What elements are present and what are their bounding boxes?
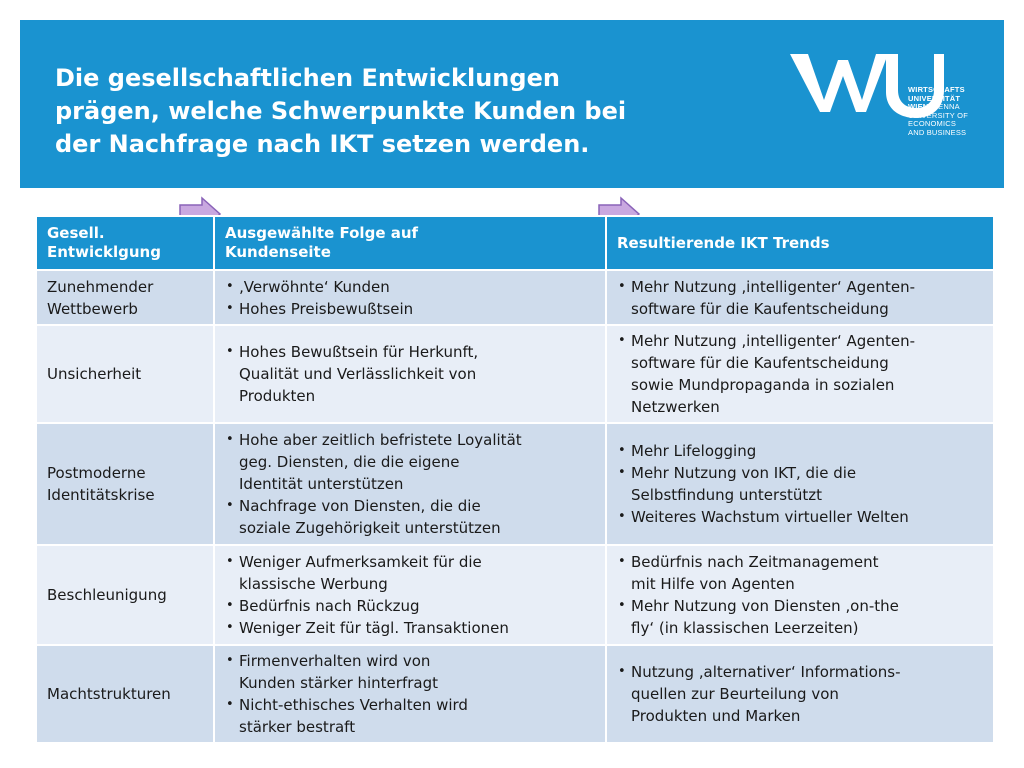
header-line: Resultierende IKT Trends — [617, 233, 830, 252]
table-row — [36, 325, 994, 423]
bullet-list — [225, 276, 597, 320]
logo-line: ECONOMICS — [908, 119, 957, 129]
bullet-text: geg. Diensten, die die eigene — [239, 453, 460, 471]
logo-line: UNIVERSITÄT — [908, 93, 961, 103]
bullet-item — [617, 506, 985, 528]
logo-line: AND BUSINESS — [908, 127, 967, 137]
table-row — [36, 270, 994, 325]
bullet-text: sowie Mundpropaganda in sozialen — [631, 376, 895, 394]
bullet-text: • Bedürfnis nach Rückzug — [239, 597, 420, 615]
bullet-item — [225, 429, 597, 495]
bullet-text: software für die Kaufentscheidung — [631, 299, 889, 318]
logo-wordmark — [908, 86, 968, 138]
development-label: Identitätskrise — [47, 486, 155, 504]
bullet-text: • Mehr Nutzung von Diensten ‚on-the — [631, 597, 899, 615]
development-label: Beschleunigung — [47, 586, 167, 604]
trend-cell — [606, 325, 994, 423]
bullet-item — [617, 595, 985, 639]
bullet-list — [617, 661, 985, 727]
bullet-text: software für die Kaufentscheidung — [631, 354, 889, 372]
table-row — [36, 545, 994, 645]
bullet-text: • Nachfrage von Diensten, die die — [239, 497, 481, 515]
bullet-text: • Mehr Nutzung von IKT, die die — [631, 464, 857, 482]
table-header-row — [36, 216, 994, 270]
trend-cell — [606, 545, 994, 645]
bullet-list — [617, 551, 985, 639]
bullet-text: • Nicht-ethisches Verhalten wird — [239, 696, 468, 714]
bullet-text: Kunden stärker hinterfragt — [239, 674, 438, 692]
header-line: Gesell. — [47, 224, 105, 242]
bullet-item — [225, 495, 597, 539]
development-cell — [36, 545, 214, 645]
bullet-item — [225, 617, 597, 639]
slide-title — [55, 62, 755, 161]
bullet-text: • Mehr Lifelogging — [631, 442, 757, 460]
header-line: Entwicklgung — [47, 243, 161, 261]
consequence-cell — [214, 325, 606, 423]
trends-table — [35, 215, 995, 744]
header-consequence — [214, 216, 606, 270]
development-label: Wettbewerb — [47, 299, 138, 318]
bullet-item — [617, 440, 985, 462]
header-development — [36, 216, 214, 270]
consequence-cell — [214, 423, 606, 545]
bullet-text: klassische Werbung — [239, 575, 388, 593]
bullet-text: mit Hilfe von Agenten — [631, 575, 795, 593]
bullet-list — [617, 330, 985, 418]
bullet-list — [225, 650, 597, 738]
logo-line: WIEN — [908, 102, 929, 112]
logo-line: VIENNA — [930, 102, 960, 112]
consequence-cell — [214, 645, 606, 743]
development-label: Postmoderne — [47, 464, 146, 482]
bullet-text: • Hohe aber zeitlich befristete Loyalität — [239, 431, 522, 449]
bullet-item — [617, 276, 985, 320]
bullet-text: • ‚Verwöhnte‘ Kunden — [239, 277, 390, 296]
bullet-item — [225, 551, 597, 595]
title-line: Die gesellschaftlichen Entwicklungen — [55, 64, 560, 92]
bullet-list — [225, 341, 597, 407]
bullet-item — [225, 694, 597, 738]
bullet-item — [225, 298, 597, 320]
bullet-text: quellen zur Beurteilung von — [631, 685, 839, 703]
development-cell — [36, 325, 214, 423]
bullet-text: • Hohes Preisbewußtsein — [239, 299, 414, 318]
bullet-list — [617, 440, 985, 528]
development-cell — [36, 423, 214, 545]
logo-line: WIRTSCHAFTS — [908, 85, 965, 94]
bullet-list — [617, 276, 985, 320]
bullet-item — [617, 661, 985, 727]
bullet-text: • Nutzung ‚alternativer‘ Informations- — [631, 663, 901, 681]
development-label: Machtstrukturen — [47, 685, 171, 703]
bullet-item — [225, 595, 597, 617]
development-label: Zunehmender — [47, 277, 154, 296]
development-cell — [36, 645, 214, 743]
development-label: Unsicherheit — [47, 365, 142, 383]
bullet-item — [617, 551, 985, 595]
bullet-text: • Weniger Aufmerksamkeit für die — [239, 553, 482, 571]
title-line: der Nachfrage nach IKT setzen werden. — [55, 130, 590, 158]
logo-line: UNIVERSITY OF — [908, 110, 968, 120]
bullet-text: fly‘ (in klassischen Leerzeiten) — [631, 619, 859, 637]
bullet-text: • Hohes Bewußtsein für Herkunft, — [239, 343, 479, 361]
bullet-text: Selbstfindung unterstützt — [631, 486, 823, 504]
table-body — [36, 270, 994, 743]
title-line: prägen, welche Schwerpunkte Kunden bei — [55, 97, 627, 125]
consequence-cell — [214, 270, 606, 325]
bullet-text: Identität unterstützen — [239, 475, 404, 493]
consequence-cell — [214, 545, 606, 645]
header-line: Ausgewählte Folge auf — [225, 224, 419, 242]
header-line: Kundenseite — [225, 243, 331, 261]
trend-cell — [606, 270, 994, 325]
bullet-item — [225, 650, 597, 694]
bullet-item — [225, 341, 597, 407]
trend-cell — [606, 645, 994, 743]
bullet-text: Produkten und Marken — [631, 707, 801, 725]
bullet-text: • Weniger Zeit für tägl. Transaktionen — [239, 619, 509, 637]
bullet-text: • Mehr Nutzung ‚intelligenter‘ Agenten- — [631, 277, 916, 296]
development-cell — [36, 270, 214, 325]
bullet-list — [225, 551, 597, 639]
bullet-text: soziale Zugehörigkeit unterstützen — [239, 519, 501, 537]
bullet-text: • Bedürfnis nach Zeitmanagement — [631, 553, 879, 571]
bullet-item — [225, 276, 597, 298]
bullet-item — [617, 330, 985, 418]
bullet-item — [617, 462, 985, 506]
bullet-text: • Firmenverhalten wird von — [239, 652, 431, 670]
bullet-list — [225, 429, 597, 539]
bullet-text: stärker bestraft — [239, 718, 356, 736]
bullet-text: • Weiteres Wachstum virtueller Welten — [631, 508, 909, 526]
trend-cell — [606, 423, 994, 545]
table-row — [36, 423, 994, 545]
bullet-text: Produkten — [239, 387, 316, 405]
bullet-text: Netzwerken — [631, 398, 720, 416]
bullet-text: • Mehr Nutzung ‚intelligenter‘ Agenten- — [631, 332, 916, 350]
table-row — [36, 645, 994, 743]
header-ikt-trends — [606, 216, 994, 270]
bullet-text: Qualität und Verlässlichkeit von — [239, 365, 477, 383]
